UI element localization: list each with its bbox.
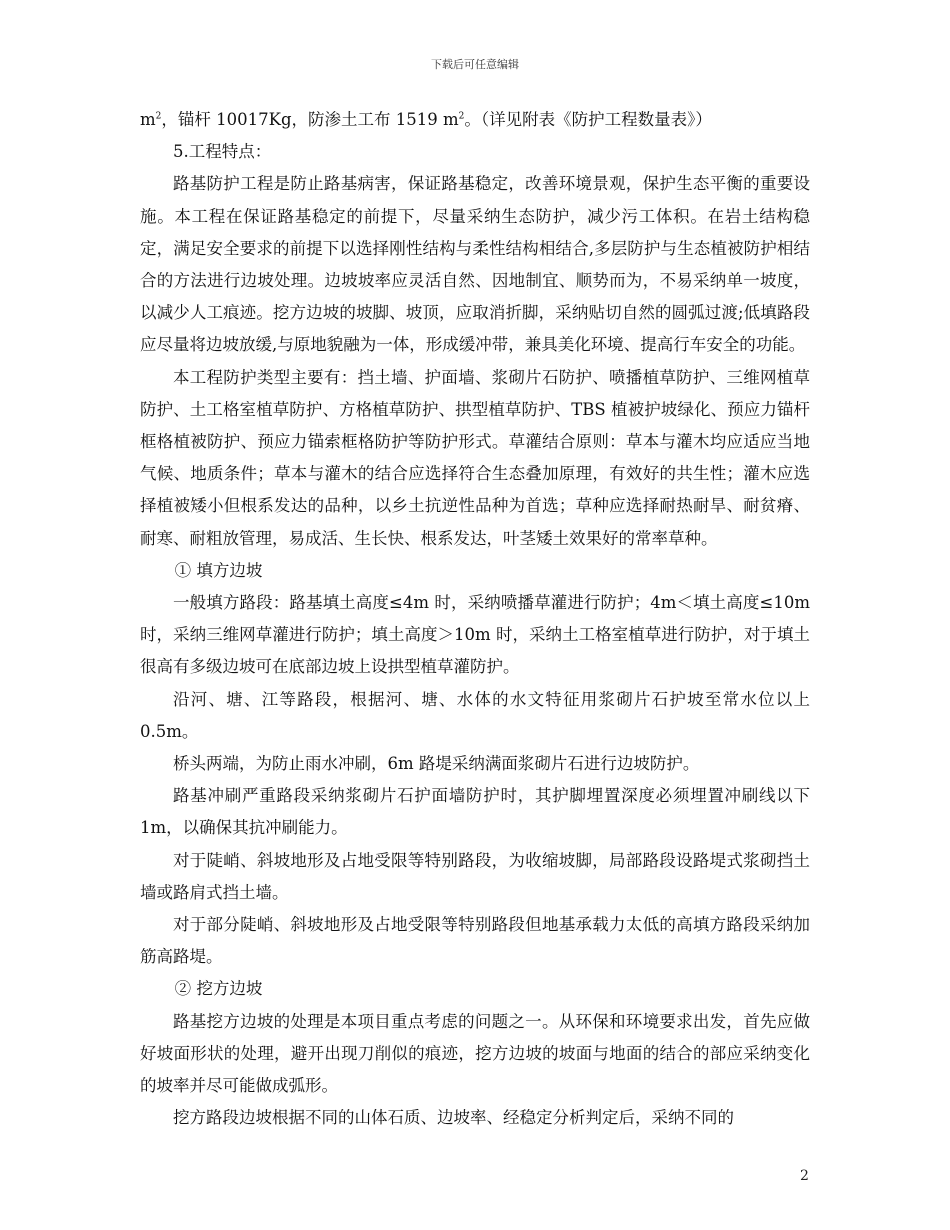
paragraph: 桥头两端，为防止雨水冲刷，6m 路堤采纳满面浆砌片石进行边坡防护。: [173, 754, 700, 774]
superscript: 2: [155, 111, 162, 122]
section-heading-features: 5.工程特点：: [173, 142, 272, 162]
paragraph: 沿河、塘、江等路段，根据河、塘、水体的水文特征用浆砌片石护坡至常水位以上 0.5m。: [140, 689, 810, 741]
paragraph: 挖方路段边坡根据不同的山体石质、边坡率、经稳定分析判定后，采纳不同的: [173, 1108, 734, 1128]
document-body: [140, 104, 810, 1135]
paragraph: 路基冲刷严重路段采纳浆砌片石护面墙防护时，其护脚埋置深度必须埋置冲刷线以下 1m，以确保其抗冲刷能力。: [140, 786, 810, 838]
paragraph: 路基防护工程是防止路基病害，保证路基稳定，改善环境景观，保护生态平衡的重要设施。本工程在保证路基稳定的前提下，尽量采纳生态防护，减少污工体积。在岩土结构稳定，满足安全要求的前提下以选择刚性结构与柔性结构相结合,多层防护与生态植被防护相结合的方法进行边坡处理。边坡坡率应灵活自然、因地制宜、顺势而为，不易采纳单一坡度，以减少人工痕迹。挖方边坡的坡脚、坡顶，应取消折脚，采纳贴切自然的圆弧过渡;低填路段应尽量将边坡放缓,与原地貌融为一体，形成缓冲带，兼具美化环境、提高行车安全的功能。: [140, 174, 810, 355]
paragraph: 对于部分陡峭、斜坡地形及占地受限等特别路段但地基承载力太低的高填方路段采纳加筋高路堤。: [140, 915, 810, 967]
reference-text: 。（详见附表《防护工程数量表》）: [464, 110, 712, 129]
quantity-line: [140, 104, 810, 136]
subsection-heading-fill-slope: ① 填方边坡: [174, 560, 263, 580]
page-header: 下载后可任意编辑: [431, 58, 519, 71]
paragraph: 一般填方路段：路基填土高度≤4m 时，采纳喷播草灌进行防护；4m＜填土高度≤10m 时，采纳三维网草灌进行防护；填土高度＞10m 时，采纳土工格室植草进行防护，对于填土很高有多级边坡可在底部边坡上设拱型植草灌防护。: [140, 593, 810, 677]
paragraph: 路基挖方边坡的处理是本项目重点考虑的问题之一。从环保和环境要求出发，首先应做好坡面形状的处理，避开出现刀削似的痕迹，挖方边坡的坡面与地面的结合的部应采纳变化的坡率并尽可能做成弧形。: [140, 1011, 810, 1096]
paragraph: 对于陡峭、斜坡地形及占地受限等特别路段，为收缩坡脚，局部路段设路堤式浆砌挡土墙或路肩式挡土墙。: [140, 850, 810, 902]
page-number: 2: [800, 1168, 809, 1184]
subsection-heading-cut-slope: ② 挖方边坡: [174, 979, 263, 999]
superscript: 2: [458, 111, 465, 122]
paragraph: 本工程防护类型主要有：挡土墙、护面墙、浆砌片石防护、喷播植草防护、三维网植草防护、土工格室植草防护、方格植草防护、拱型植草防护、TBS 植被护坡绿化、预应力锚杆框格植被防护、预应力锚索框格防护等防护形式。草灌结合原则：草本与灌木均应适应当地气候、地质条件；草本与灌木的结合应选择符合生态叠加原理，有效好的共生性；灌木应选择植被矮小但根系发达的品种，以乡土抗逆性品种为首选；草种应选择耐热耐旱、耐贫瘠、耐寒、耐粗放管理，易成活、生长快、根系发达，叶茎矮土效果好的常率草种。: [140, 367, 810, 548]
unit-text: m: [140, 110, 156, 129]
quantity-text: ，锚杆 10017Kg，防渗土工布 1519 m: [161, 110, 459, 129]
